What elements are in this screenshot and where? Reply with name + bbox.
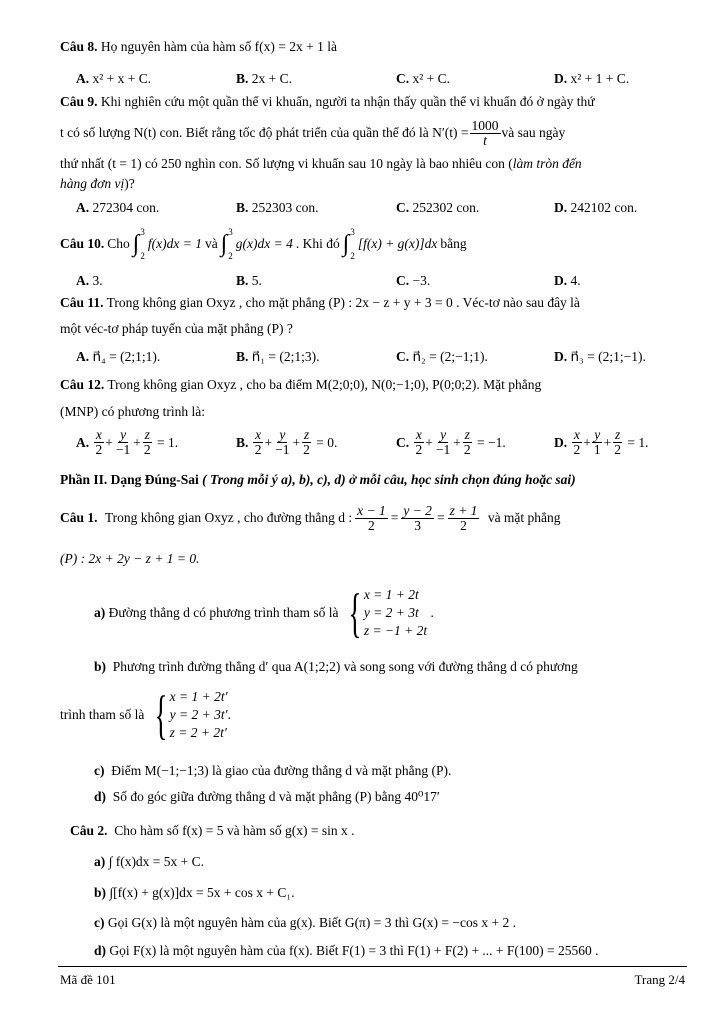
question-label: Câu 12. [60,377,105,392]
footer-divider [58,966,687,967]
question-9-line3: thứ nhất (t = 1) có 250 nghìn con. Số lượng vi khuẩn sau 10 ngày là bao nhiêu con (làm tròn đến [60,156,582,171]
question-label: Câu 8. [60,39,98,54]
question-12: Câu 12. Trong không gian Oxyz , cho ba điểm M(2;0;0), N(0;−1;0), P(0;0;2). Mặt phẳng [60,377,542,392]
option-a: A. 272304 con. [76,200,160,215]
integral-limits: 3 2 [140,227,145,261]
question-12-options [76,428,685,464]
question-label: Câu 1. [60,510,98,525]
option-b: B. 2x + C. [236,71,293,86]
option-d: D. 4. [554,273,581,288]
integral-sign: ∫ [342,231,350,257]
option-b: B. 5. [236,273,262,288]
parametric-system: { x = 1 + 2t′ y = 2 + 3t′ z = 2 + 2t′ [154,685,228,745]
option-c: C. 252302 con. [396,200,480,215]
part2-question-1: Câu 1. Trong không gian Oxyz , cho đường thẳng d : $\frac{x - 1}{2}$ = $\frac{y - 2}{3}$ = $\frac{z + 1}{2}$ và mặt phẳng [60,502,561,533]
part2-q1-item-a: a) Đường thẳng d có phương trình tham số là { x = 1 + 2t y = 2 + 3t z = −1 + 2t . [94,583,434,643]
part2-q1-item-c: c) Điểm M(−1;−1;3) là giao của đường thẳng d và mặt phẳng (P). [94,763,452,778]
exam-code: Mã đề 101 [60,972,116,987]
option-d: D. 242102 con. [554,200,638,215]
option-c: C. $\frac{x}{2}$ + $\frac{y}{-1}$ + $\frac{z}{2}$ = −1. [396,427,506,457]
part2-q2-item-b: b) ∫[f(x) + g(x)]dx = 5x + cos x + C₁. [94,885,295,900]
option-d: D. x² + 1 + C. [554,71,630,86]
question-11-line2: một véc-tơ pháp tuyến của mặt phẳng (P) ? [60,321,293,336]
question-text: Họ nguyên hàm của hàm số f(x) = 2x + 1 là [100,39,337,54]
question-label: Câu 9. [60,94,98,109]
option-d: D. n⃗₃ = (2;1;−1). [554,349,646,364]
option-b: B. n⃗₁ = (2;1;3). [236,349,320,364]
option-d: D. $\frac{x}{2}$ + $\frac{y}{1}$ + $\frac{z}{2}$ = 1. [554,427,649,457]
option-c: C. n⃗₂ = (2;−1;1). [396,349,488,364]
part2-q2-item-d: d) Gọi F(x) là một nguyên hàm của f(x). Biết F(1) = 3 thì F(1) + F(2) + ... + F(100) = 25560 . [94,943,599,958]
question-label: Câu 11. [60,295,104,310]
option-b: B. 252303 con. [236,200,319,215]
question-8 [60,38,685,56]
part2-q2-item-c: c) Gọi G(x) là một nguyên hàm của g(x). Biết G(π) = 3 thì G(x) = −cos x + 2 . [94,915,516,930]
question-9-line4: hàng đơn vị)? [60,176,135,191]
integral-limits: 3 2 [228,227,233,261]
option-a: A. n⃗₄ = (2;1;1). [76,349,161,364]
question-11: Câu 11. Trong không gian Oxyz , cho mặt phẳng (P) : 2x − z + y + 3 = 0 . Véc-tơ nào sau đây là [60,295,580,310]
option-b: B. $\frac{x}{2}$ + $\frac{y}{-1}$ + $\frac{z}{2}$ = 0. [236,427,338,457]
question-9 [60,93,685,111]
option-a: A. 3. [76,273,103,288]
section-heading: Phần II. Dạng Đúng-Sai ( Trong mỗi ý a), b), c), d) ở mỗi câu, học sinh chọn đúng hoặc sai) [60,472,576,487]
question-9-line2: t có số lượng N(t) con. Biết rằng tốc độ phát triển của quần thể đó là N′(t) = $\frac{1000}{t}$ và sau ngày [60,117,566,148]
part2-q1-item-b-line2: trình tham số là { x = 1 + 2t′ y = 2 + 3t′ z = 2 + 2t′ . [60,685,231,745]
parametric-system: { x = 1 + 2t y = 2 + 3t z = −1 + 2t [348,583,428,643]
part2-q2-item-a: a) ∫ f(x)dx = 5x + C. [94,854,205,869]
fraction: $\frac{1000}{t}$ [471,117,499,148]
option-a: A. $\frac{x}{2}$ + $\frac{y}{-1}$ + $\frac{z}{2}$ = 1. [76,427,179,457]
plane-equation: (P) : 2x + 2y − z + 1 = 0. [60,551,200,566]
question-10: Câu 10. Cho ∫ 3 2 f(x)dx = 1 và ∫ 3 2 g(x)dx = 4 . Khi đó ∫ 3 2 [f(x) + g(x)]dx bằng [60,227,467,261]
question-label: Câu 10. [60,236,105,251]
option-c: C. x² + C. [396,71,451,86]
part2-question-2: Câu 2. Cho hàm số f(x) = 5 và hàm số g(x) = sin x . [70,823,355,838]
integral-limits: 3 2 [350,227,355,261]
question-label: Câu 2. [70,823,108,838]
part2-q1-item-d: d) Số đo góc giữa đường thẳng d và mặt phẳng (P) bằng 40⁰17′ [94,789,440,804]
page-number: Trang 2/4 [634,972,685,987]
question-text-line1: Khi nghiên cứu một quần thể vi khuẩn, người ta nhận thấy quần thể vi khuẩn đó ở ngày thứ [100,94,595,109]
integral-sign: ∫ [132,231,140,257]
integral-sign: ∫ [220,231,228,257]
option-a: A. x² + x + C. [76,71,152,86]
part2-q1-item-b: b) Phương trình đường thẳng d′ qua A(1;2;2) và song song với đường thẳng d có phương [94,659,578,674]
question-12-line2: (MNP) có phương trình là: [60,404,205,419]
option-c: C. −3. [396,273,431,288]
